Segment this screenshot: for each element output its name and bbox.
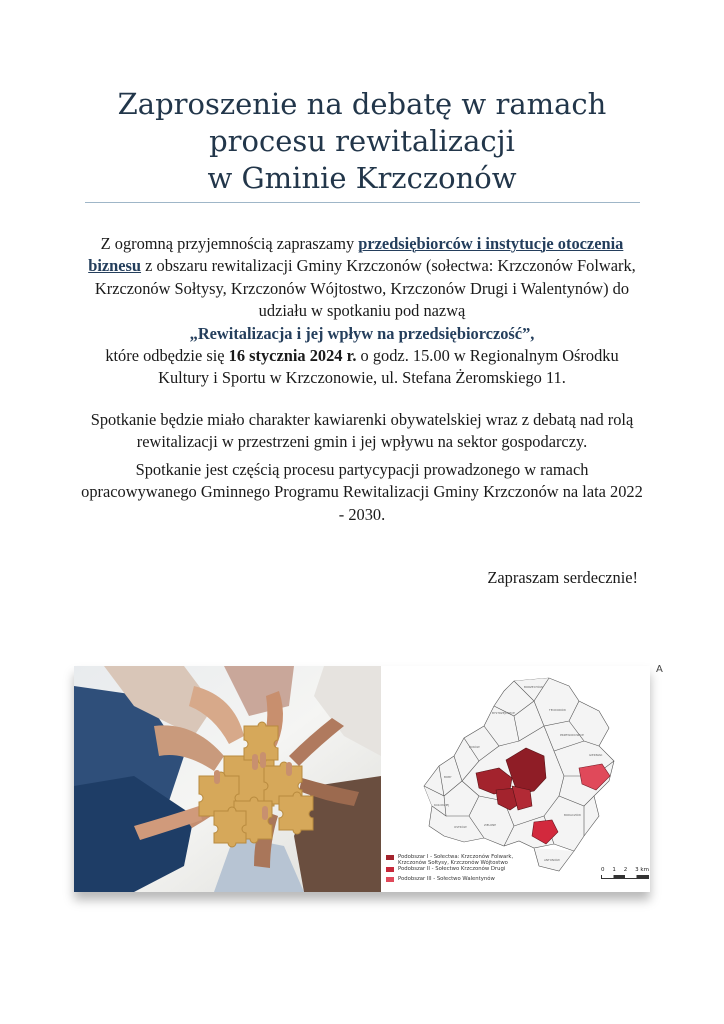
title-divider [85,202,640,203]
date-prefix: które odbędzie się [105,346,229,366]
intro-text: Z ogromną przyjemnością zapraszamy [100,234,359,253]
legend-label: Podobszar I - Sołectwa: Krzczonów Folwark, Krzczonów Sołtysy, Krzczonów Wójtostwo [398,854,514,866]
svg-text:ANTONIÓW: ANTONIÓW [544,858,560,862]
event-date: 16 stycznia 2024 r. [228,346,357,366]
legend-label: Podobszar II - Sołectwo Krzczonów Drugi [398,866,506,872]
target-audience: przedsiębiorców i instytucje otoczenia biznesu [88,234,624,276]
legend-item [386,854,538,864]
page-title [60,86,664,197]
legend-swatch [386,877,394,882]
svg-text:ZIELONE: ZIELONE [484,823,497,827]
scale-label: 1 [612,867,616,873]
title-line-2: procesu rewitalizacji [209,124,515,158]
svg-text:OSTRÓW: OSTRÓW [454,825,467,829]
title-line-3: w Gminie Krzczonów [207,161,517,195]
legend-item [386,866,538,876]
area-text: z obszaru rewitalizacji Gminy Krzczonów (sołectwa: Krzczonów Folwark, Krzczonów Sołtysy, Krzczonów Wójtostwo, Krzczonów Drugi i Walentynów) do udziału w spotkaniu pod nazwą [94,256,636,321]
map-legend [386,854,538,886]
svg-text:PRZEWODOWICE: PRZEWODOWICE [560,733,584,737]
format-paragraph: Spotkanie będzie miało charakter kawiarenki obywatelskiej wraz z debatą nad rolą rewitalizacji w przestrzeni gmin i jej wpływu na sektor gospodarczy. [90,410,634,452]
title-line-1: Zaproszenie na debatę w ramach [117,87,607,121]
svg-text:BODACZÓW: BODACZÓW [564,813,581,817]
image-banner [74,666,650,892]
svg-text:BORZECHÓW: BORZECHÓW [524,685,543,689]
north-arrow-icon: A [656,664,663,675]
scale-label: 3 km [635,867,649,873]
svg-text:KOŁODZIEJ: KOŁODZIEJ [434,803,450,807]
program-paragraph: Spotkanie jest częścią procesu partycypacji prowadzonego w ramach opracowywanego Gminnego Programu Rewitalizacji Gminy Krzczonów na lata 2022 - 2030. [81,460,643,524]
map-scale-bar [601,867,649,879]
venue-text: o godz. 15.00 w Regionalnym Ośrodku Kultury i Sportu w Krzczonowie, ul. Stefana Żeromskiego 11. [158,346,619,388]
scale-bar-graphic [601,875,649,879]
legend-swatch [386,855,394,860]
scale-label: 2 [623,867,628,873]
scale-label: 0 [601,867,605,873]
svg-text:BOBY: BOBY [444,775,452,779]
svg-text:ŻUKÓW: ŻUKÓW [469,745,480,749]
svg-text:TEODORÓW: TEODORÓW [549,708,566,712]
event-name: „Rewitalizacja i jej wpływ na przedsiębiorczość”, [189,323,535,343]
legend-swatch [386,867,394,872]
puzzle-hands-photo [74,666,381,892]
svg-text:GIERNIAK: GIERNIAK [589,753,603,757]
legend-label: Podobszar III - Sołectwo Walentynów [398,876,495,882]
svg-text:BYSTRZEJOWICE: BYSTRZEJOWICE [492,711,515,715]
legend-item [386,876,538,886]
closing-text: Zapraszam serdecznie! [487,568,638,587]
invitation-paragraph [80,233,644,390]
